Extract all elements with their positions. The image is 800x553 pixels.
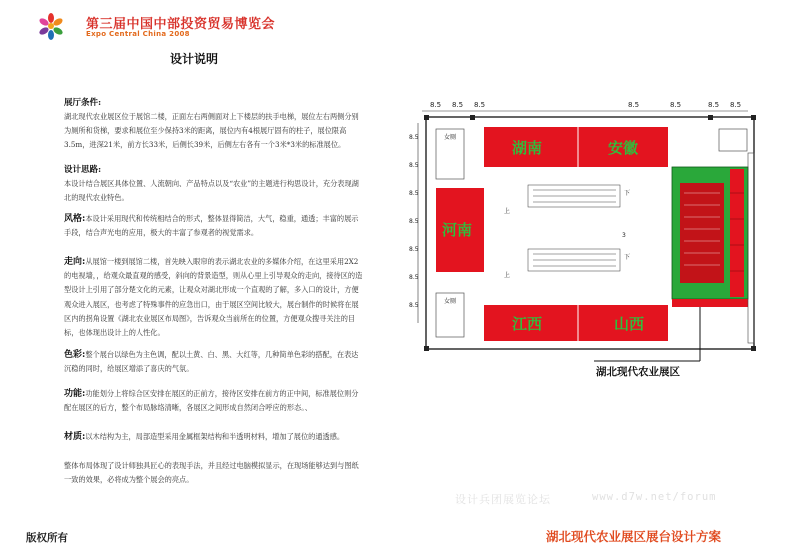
color-text: 整个展台以绿色为主色调，配以土黄、白、黑、大红等，几种简单色彩的搭配，在表达沉稳的同时，给展区增添了喜庆的气氛。	[64, 350, 359, 374]
dim-left-2: 8.5	[409, 162, 419, 169]
column	[424, 346, 429, 351]
stair-down-label-2: 下	[624, 254, 631, 261]
dim-left-1: 8.5	[409, 134, 419, 141]
booth-shanxi: 山西	[614, 315, 645, 333]
ideas-heading: 设计思路:	[64, 165, 102, 175]
expo-logo	[38, 12, 64, 40]
flow-paragraph	[64, 255, 364, 340]
dim-left-3: 8.5	[409, 190, 419, 197]
material-paragraph	[64, 430, 364, 444]
watermark: 设计兵团展览论坛	[455, 493, 551, 506]
footer-title: 湖北现代农业展区展台设计方案	[546, 529, 722, 544]
pillar-note: 3	[622, 232, 626, 239]
booth-anhui: 安徽	[608, 139, 639, 157]
color-paragraph	[64, 348, 364, 376]
doc-title: 设计说明	[170, 52, 219, 66]
style-text: 本设计采用现代和传统相结合的形式，整体显得简洁，大气，稳重，通透；丰富的展示手段，结合声光电的应用，极大的丰富了参观者的视觉需求。	[64, 214, 359, 238]
material-text: 以木结构为主，局部造型采用金属框架结构和半透明材料，增加了展位的通透感。	[85, 432, 345, 441]
conditions-heading: 展厅条件:	[64, 98, 102, 108]
copyright: 版权所有	[26, 532, 68, 544]
column	[424, 115, 429, 120]
booth-jiangxi: 江西	[512, 315, 543, 333]
dim-left-6: 8.5	[409, 274, 419, 281]
expo-title: 第三届中国中部投资贸易博览会	[86, 17, 276, 32]
callout-label: 湖北现代农业展区	[596, 366, 680, 378]
conditions-text: 湖北现代农业展区位于展馆二楼，正面左右两侧面对上下楼层的扶手电梯，展位左右两侧分别为厕所和货梯，要求和展位至少保持3米的距离，展位内有4根展厅固有的柱子，展位限高3.5m，进深21米，前方长33米，后侧长39米，后侧左右各有一个3米*3米的标准展位。	[64, 112, 359, 150]
flow-heading: 走向:	[64, 257, 86, 267]
dim-left-5: 8.5	[409, 246, 419, 253]
dim-top-1: 8.5	[430, 101, 442, 109]
material-heading: 材质:	[64, 432, 86, 442]
dim-top-3: 8.5	[474, 101, 486, 109]
watermark-url: www.d7w.net/forum	[592, 491, 717, 503]
dim-top-4: 8.5	[628, 101, 640, 109]
dim-left-4: 8.5	[409, 218, 419, 225]
hubei-central-stage	[680, 183, 724, 283]
column	[751, 115, 756, 120]
ideas-text: 本设计结合展区具体位置、人流朝向、产品特点以及“农业”的主题进行构思设计，充分表现湖北的现代农业特色。	[64, 179, 359, 203]
dim-left-7: 8.5	[409, 302, 419, 309]
dim-top-7: 8.5	[730, 101, 742, 109]
function-text: 功能划分上将综合区安排在展区的正前方，接待区安排在前方的正中间，标准展位则分配在展区的后方，整个布局脉络清晰，各展区之间形成自然闭合呼应的形态。、	[64, 389, 359, 413]
color-heading: 色彩:	[64, 350, 86, 360]
flow-text: 从展馆一楼到展馆二楼，首先映入眼帘的表示湖北农业的多媒体介绍，在这里采用2X2的电视墙，，给观众最直观的感受，斜向的背景造型，则从心里上引导观众的走向，接待区的造型设计上引用了部分楚文化的元素，让观众对湖北形成一个直观的了解，多入口的设计，方便观众进入展区，也考虑了特殊事件的应急出口，由于展区空间比较大，展台制作的时候将在展区内的拐角设置《湖北农业展区布局图》，告诉观众当前所在的位置，方便观众搜寻关注的目标，也体现出设计上的人性化。	[64, 257, 363, 338]
dim-top-6: 8.5	[708, 101, 720, 109]
dim-top-5: 8.5	[670, 101, 682, 109]
floor-plan	[408, 93, 788, 378]
stair-up-label-2: 上	[504, 272, 511, 279]
column	[751, 346, 756, 351]
expo-subtitle: Expo Central China 2008	[86, 30, 190, 38]
stair-down-label: 下	[624, 190, 631, 197]
style-heading: 风格:	[64, 214, 86, 224]
column	[708, 115, 713, 120]
function-heading: 功能:	[64, 389, 86, 399]
hubei-standard-booths	[730, 169, 744, 297]
booth-henan: 河南	[442, 221, 473, 239]
column	[470, 115, 475, 120]
restroom-label-bottom: 女厕	[444, 298, 457, 305]
summary-text: 整体布局体现了设计师独具匠心的表现手法，并且经过电脑模拟显示，在现场能够达到与图纸一致的效果，必将成为整个展会的亮点。	[64, 461, 359, 485]
hubei-bottom-strip	[672, 299, 748, 307]
restroom-label: 女厕	[444, 134, 457, 141]
booth-hunan: 湖南	[512, 139, 543, 157]
function-paragraph	[64, 387, 364, 415]
dim-top-2: 8.5	[452, 101, 464, 109]
style-paragraph	[64, 212, 364, 240]
stair-up-label: 上	[504, 208, 511, 215]
